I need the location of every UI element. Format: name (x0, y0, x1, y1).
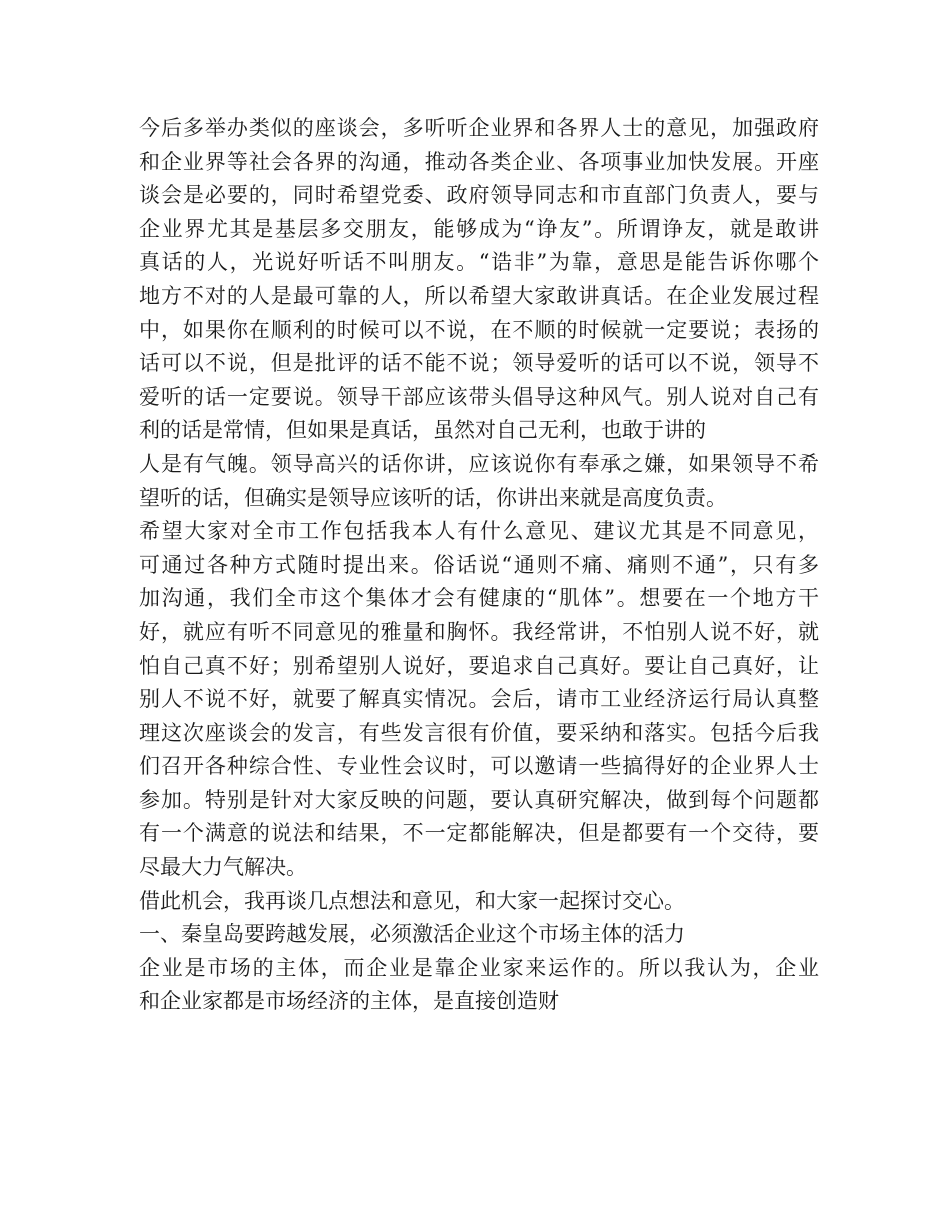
text-line: 和企业界等社会各界的沟通，推动各类企业、各项事业加快发展。开座 (139, 149, 819, 174)
text-line: 今后多举办类似的座谈会，多听听企业界和各界人士的意见，加强政府 (139, 116, 819, 140)
text-line: 企业是市场的主体，而企业是靠企业家来运作的。所以我认为，企业 (139, 955, 819, 980)
text-line: 尽最大力气解决。 (139, 855, 307, 880)
text-line: 借此机会，我再谈几点想法和意见，和大家一起探讨交心。 (139, 888, 685, 913)
text-line: 谈会是必要的，同时希望党委、政府领导同志和市直部门负责人，要与 (139, 183, 819, 208)
text-line: 爱听的话一定要说。领导干部应该带头倡导这种风气。别人说对自己有 (139, 384, 819, 409)
text-line: 中，如果你在顺利的时候可以不说，在不顺的时候就一定要说；表扬的 (139, 317, 819, 342)
text-line: 可通过各种方式随时提出来。俗话说“通则不痛、痛则不通”，只有多 (139, 552, 819, 577)
text-line: 参加。特别是针对大家反映的问题，要认真研究解决，做到每个问题都 (139, 787, 819, 812)
text-line: 有一个满意的说法和结果，不一定都能解决，但是都要有一个交待，要 (139, 821, 819, 846)
text-line: 们召开各种综合性、专业性会议时，可以邀请一些搞得好的企业界人士 (139, 754, 819, 779)
text-line: 利的话是常情，但如果是真话，虽然对自己无利，也敢于讲的 (139, 418, 706, 443)
text-line: 真话的人，光说好听话不叫朋友。“诰非”为靠，意思是能告诉你哪个 (139, 250, 819, 275)
text-line: 好，就应有听不同意见的雅量和胸怀。我经常讲，不怕别人说不好，就 (139, 619, 819, 644)
text-line: 话可以不说，但是批评的话不能不说；领导爱听的话可以不说，领导不 (139, 351, 819, 376)
text-line: 加沟通，我们全市这个集体才会有健康的“肌体”。想要在一个地方干 (139, 586, 819, 611)
text-line: 一、秦皇岛要跨越发展，必须激活企业这个市场主体的活力 (139, 922, 685, 947)
text-line: 别人不说不好，就要了解真实情况。会后，请市工业经济运行局认真整 (139, 687, 819, 712)
body-text (139, 112, 819, 1019)
text-line: 地方不对的人是最可靠的人，所以希望大家敢讲真话。在企业发展过程 (139, 283, 819, 308)
text-line: 企业界尤其是基层多交朋友，能够成为“诤友”。所谓诤友，就是敢讲 (139, 216, 819, 241)
text-line: 和企业家都是市场经济的主体，是直接创造财 (139, 989, 559, 1014)
text-line: 怕自己真不好；别希望别人说好，要追求自己真好。要让自己真好，让 (139, 653, 819, 678)
text-line: 理这次座谈会的发言，有些发言很有价值，要采纳和落实。包括今后我 (139, 720, 819, 745)
text-line: 人是有气魄。领导高兴的话你讲，应该说你有奉承之嫌，如果领导不希 (139, 451, 819, 476)
text-line: 希望大家对全市工作包括我本人有什么意见、建议尤其是不同意见， (139, 519, 819, 544)
text-line: 望听的话，但确实是领导应该听的话，你讲出来就是高度负责。 (139, 485, 727, 510)
